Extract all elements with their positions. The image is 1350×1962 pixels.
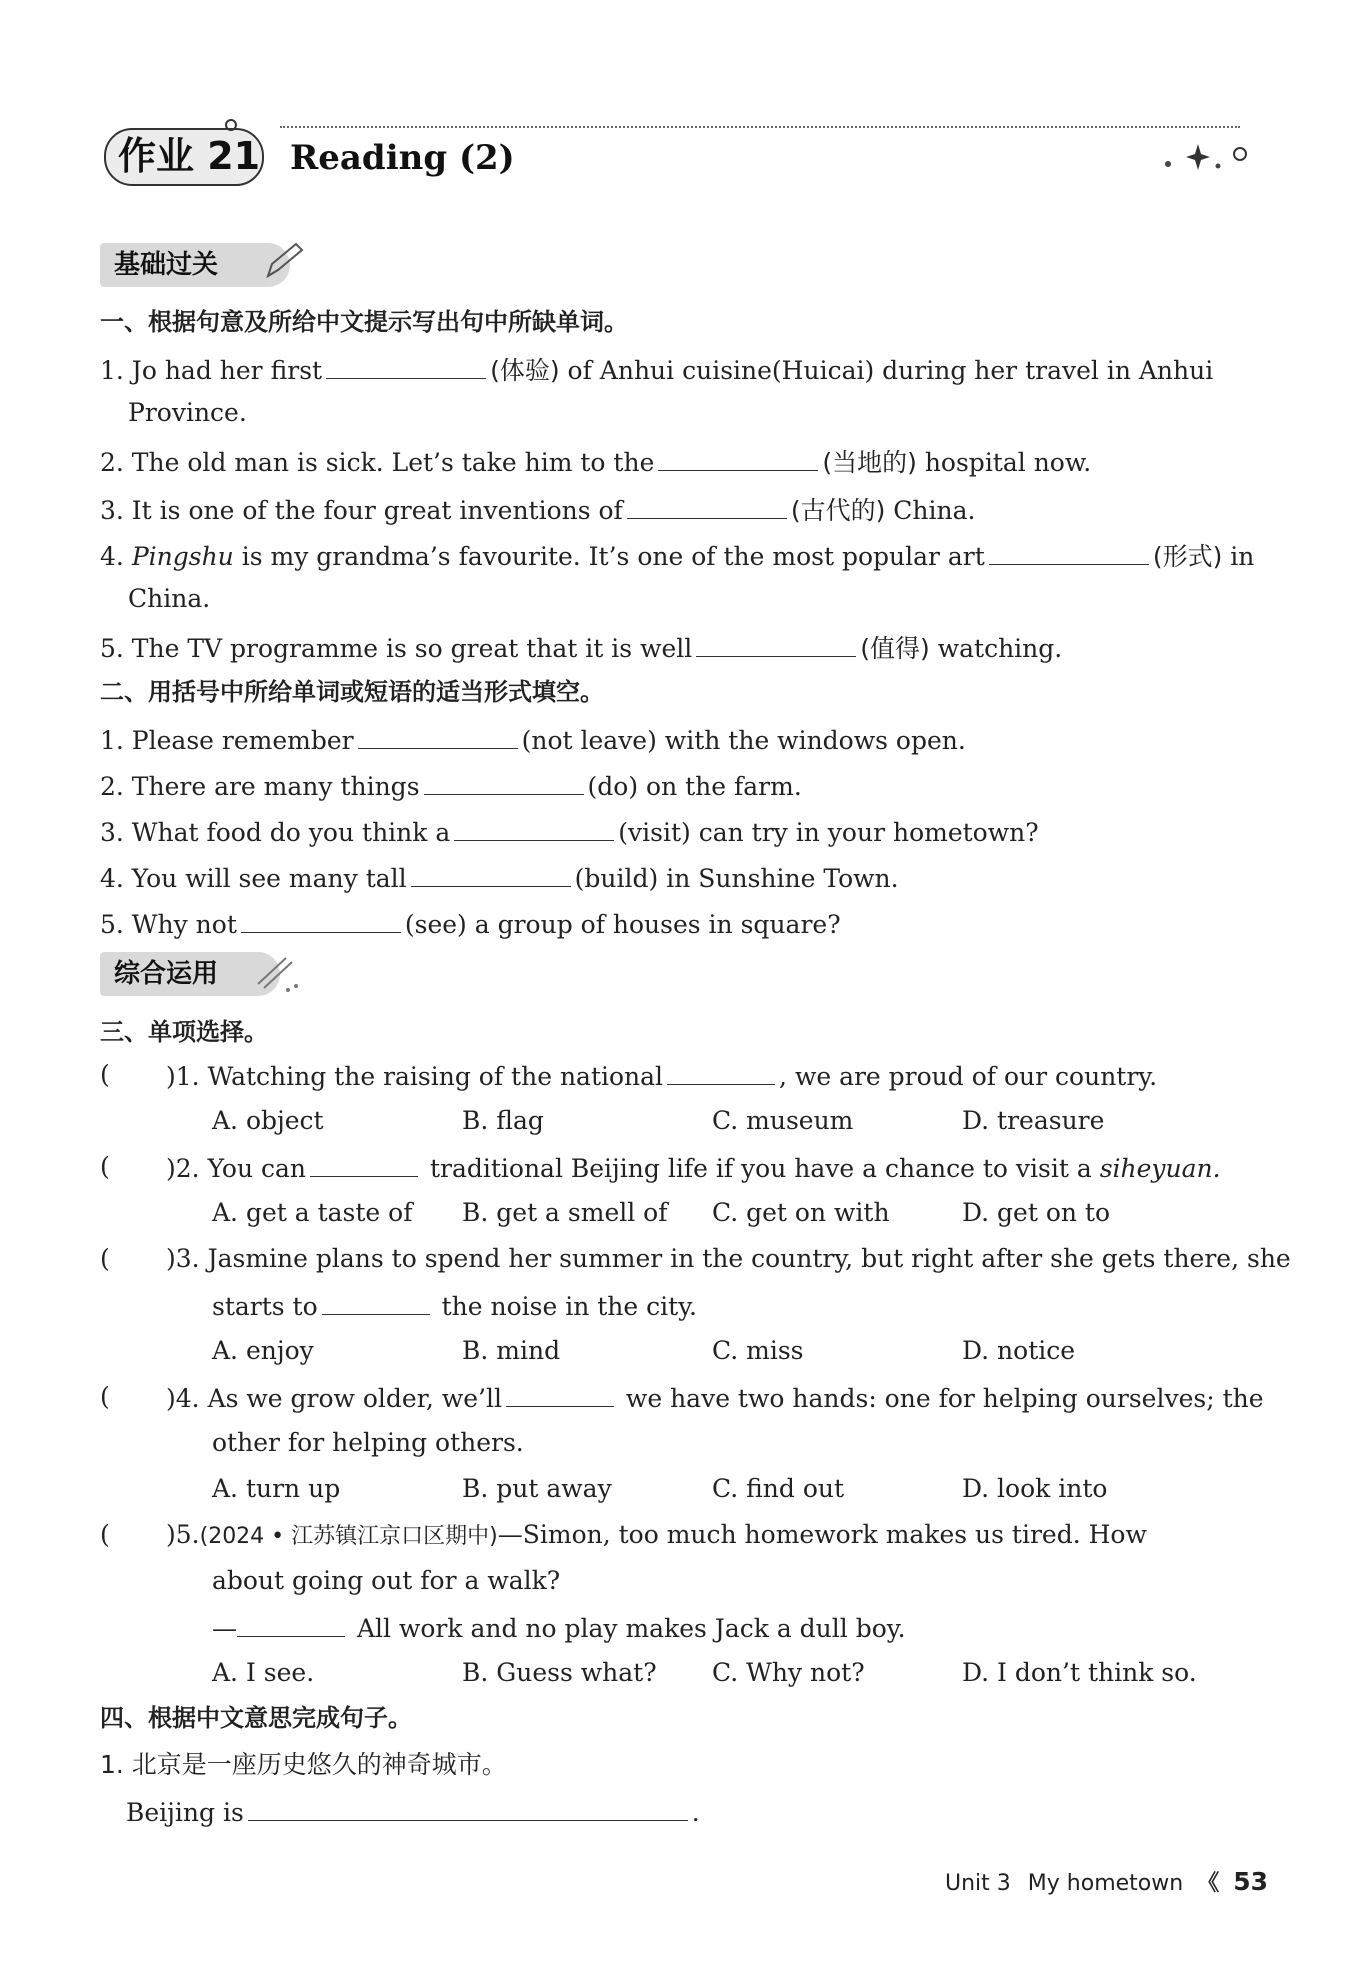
pencil-icon xyxy=(262,240,306,284)
p4-item1-chinese: 1. 北京是一座历史悠久的神奇城市。 xyxy=(100,1750,507,1779)
p1-item4-line2: China. xyxy=(128,584,211,613)
answer-blank[interactable] xyxy=(358,722,518,749)
answer-blank[interactable] xyxy=(454,814,614,841)
p2-item5: 5. Why not (see) a group of houses in square? xyxy=(100,906,841,942)
sparkle-icon xyxy=(1160,140,1250,176)
answer-blank[interactable] xyxy=(667,1058,775,1085)
answer-blank[interactable] xyxy=(424,768,584,795)
answer-blank[interactable] xyxy=(506,1380,614,1407)
page-title: Reading (2) xyxy=(290,138,515,178)
p2-item3: 3. What food do you think a (visit) can try in your hometown? xyxy=(100,814,1039,850)
q1-stem: )1. Watching the raising of the national , we are proud of our country. xyxy=(166,1058,1157,1094)
p4-item1-english: Beijing is . xyxy=(126,1794,700,1830)
answer-paren[interactable]: ( xyxy=(100,1060,110,1089)
q3-option-a[interactable]: A. enjoy xyxy=(212,1336,314,1365)
answer-paren[interactable]: ( xyxy=(100,1382,110,1411)
stars-icon xyxy=(252,950,302,994)
p1-item1-line1: 1. Jo had her first (体验) of Anhui cuisine(Huicai) during her travel in Anhui xyxy=(100,352,1213,388)
part3-heading: 三、单项选择。 xyxy=(100,1018,268,1046)
q2-stem: )2. You can traditional Beijing life if you have a chance to visit a siheyuan. xyxy=(166,1150,1221,1186)
q1-option-a[interactable]: A. object xyxy=(212,1106,324,1135)
answer-paren[interactable]: ( xyxy=(100,1520,110,1549)
p1-item2: 2. The old man is sick. Let’s take him to the (当地的) hospital now. xyxy=(100,444,1091,480)
q4-option-a[interactable]: A. turn up xyxy=(212,1474,341,1503)
answer-blank[interactable] xyxy=(310,1150,418,1177)
q3-option-c[interactable]: C. miss xyxy=(712,1336,804,1365)
q3-stem-line1: )3. Jasmine plans to spend her summer in the country, but right after she gets there, she xyxy=(166,1244,1291,1273)
q3-option-d[interactable]: D. notice xyxy=(962,1336,1076,1365)
p1-item1-line2: Province. xyxy=(128,398,247,427)
answer-blank[interactable] xyxy=(989,538,1149,565)
q3-option-b[interactable]: B. mind xyxy=(462,1336,561,1365)
q5-stem-line1: )5.(2024 • 江苏镇江京口区期中)—Simon, too much homework makes us tired. How xyxy=(166,1520,1147,1549)
q1-option-b[interactable]: B. flag xyxy=(462,1106,544,1135)
answer-blank[interactable] xyxy=(322,1288,430,1315)
answer-paren[interactable]: ( xyxy=(100,1152,110,1181)
footer-unit: Unit 3 xyxy=(945,1871,1011,1896)
footer-topic: My hometown xyxy=(1027,1871,1184,1896)
q5-option-d[interactable]: D. I don’t think so. xyxy=(962,1658,1197,1687)
answer-blank[interactable] xyxy=(696,630,856,657)
p2-item2: 2. There are many things (do) on the farm. xyxy=(100,768,802,804)
q5-stem-line3: — All work and no play makes Jack a dull boy. xyxy=(212,1610,906,1646)
section-tag-application: 综合运用 xyxy=(100,952,280,996)
answer-paren[interactable]: ( xyxy=(100,1244,110,1273)
q5-option-c[interactable]: C. Why not? xyxy=(712,1658,865,1687)
answer-blank[interactable] xyxy=(627,492,787,519)
q1-option-c[interactable]: C. museum xyxy=(712,1106,854,1135)
small-circle-icon xyxy=(224,118,238,132)
answer-blank[interactable] xyxy=(248,1794,688,1821)
q3-stem-line2: starts to the noise in the city. xyxy=(212,1288,697,1324)
q4-stem-line2: other for helping others. xyxy=(212,1428,524,1457)
assignment-number: 作业 21 xyxy=(118,134,261,178)
q1-option-d[interactable]: D. treasure xyxy=(962,1106,1105,1135)
part1-heading: 一、根据句意及所给中文提示写出句中所缺单词。 xyxy=(100,308,628,336)
p1-item5: 5. The TV programme is so great that it is well (值得) watching. xyxy=(100,630,1062,666)
page-number: 53 xyxy=(1233,1867,1268,1896)
q5-stem-line2: about going out for a walk? xyxy=(212,1566,561,1595)
header-dotted-rule xyxy=(280,126,1240,128)
answer-blank[interactable] xyxy=(326,352,486,379)
answer-blank[interactable] xyxy=(237,1610,345,1637)
q5-option-b[interactable]: B. Guess what? xyxy=(462,1658,657,1687)
q4-stem-line1: )4. As we grow older, we’ll we have two hands: one for helping ourselves; the xyxy=(166,1380,1264,1416)
answer-blank[interactable] xyxy=(658,444,818,471)
p1-item4-line1: 4. Pingshu is my grandma’s favourite. It’s one of the most popular art (形式) in xyxy=(100,538,1254,574)
answer-blank[interactable] xyxy=(411,860,571,887)
q4-option-b[interactable]: B. put away xyxy=(462,1474,612,1503)
page-footer xyxy=(945,1866,1268,1900)
q2-option-b[interactable]: B. get a smell of xyxy=(462,1198,668,1227)
q5-option-a[interactable]: A. I see. xyxy=(212,1658,315,1687)
answer-blank[interactable] xyxy=(241,906,401,933)
q2-option-a[interactable]: A. get a taste of xyxy=(212,1198,413,1227)
q2-option-c[interactable]: C. get on with xyxy=(712,1198,890,1227)
q4-option-d[interactable]: D. look into xyxy=(962,1474,1108,1503)
q4-option-c[interactable]: C. find out xyxy=(712,1474,845,1503)
p1-item3: 3. It is one of the four great inventions of (古代的) China. xyxy=(100,492,975,528)
q2-option-d[interactable]: D. get on to xyxy=(962,1198,1111,1227)
part4-heading: 四、根据中文意思完成句子。 xyxy=(100,1704,412,1732)
section-tag-basics: 基础过关 xyxy=(100,243,290,287)
p2-item1: 1. Please remember (not leave) with the windows open. xyxy=(100,722,966,758)
double-chevron-icon: 《 xyxy=(1197,1871,1220,1896)
p2-item4: 4. You will see many tall (build) in Sunshine Town. xyxy=(100,860,899,896)
part2-heading: 二、用括号中所给单词或短语的适当形式填空。 xyxy=(100,678,604,706)
